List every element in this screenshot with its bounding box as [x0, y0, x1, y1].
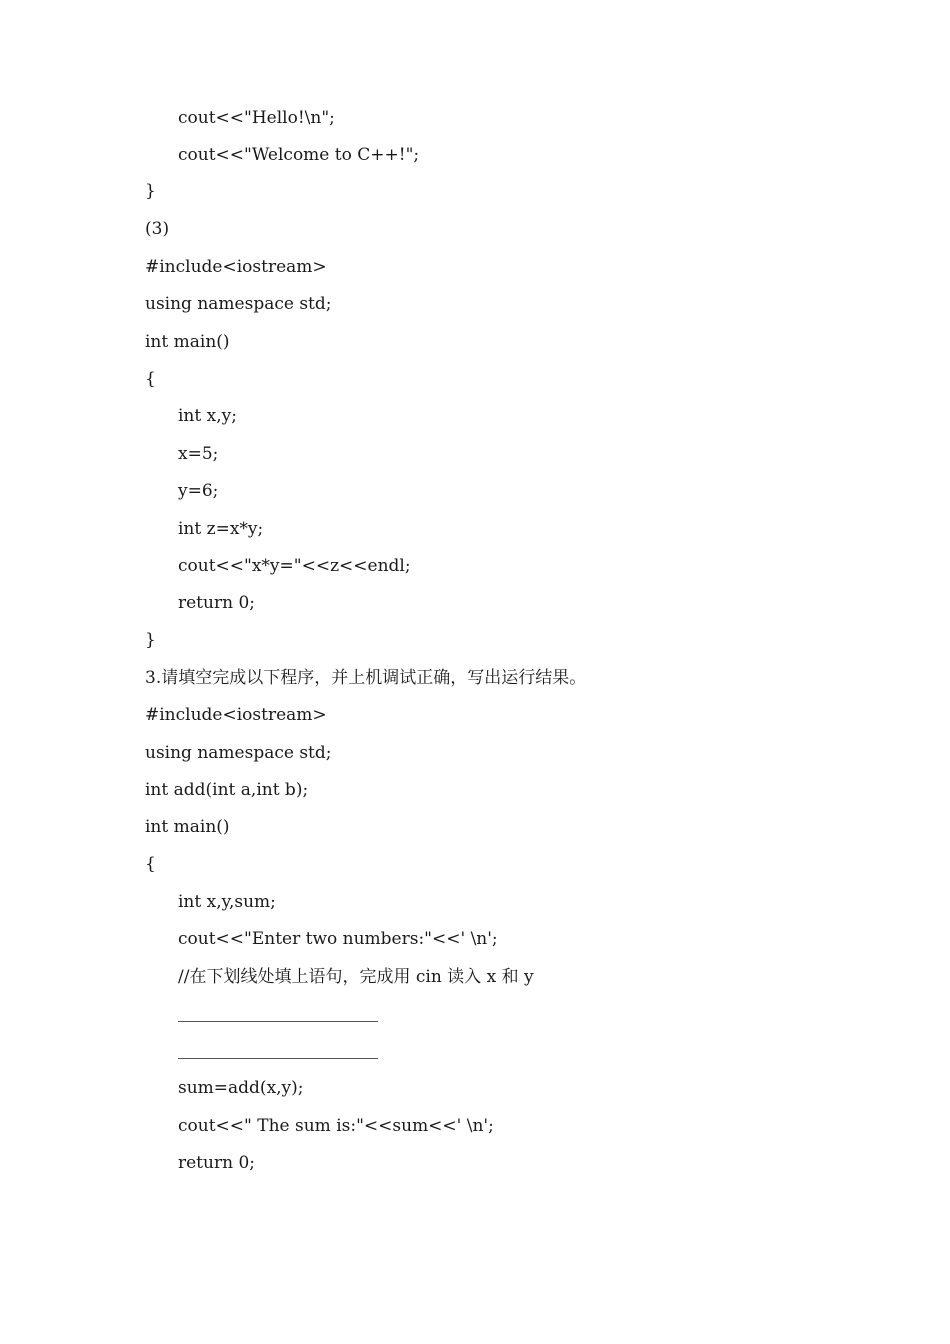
code-line: using namespace std;	[145, 294, 332, 314]
code-line: y=6;	[178, 481, 219, 501]
code-line: }	[145, 181, 156, 201]
code-comment: //在下划线处填上语句，完成用 cin 读入 x 和 y	[178, 967, 534, 987]
code-line: int main()	[145, 332, 230, 352]
section-number: (3)	[145, 219, 170, 239]
code-line: cout<<"Hello!\n";	[178, 108, 335, 128]
code-line: cout<<"x*y="<<z<<endl;	[178, 556, 411, 576]
code-line: cout<<" The sum is:"<<sum<<' \n';	[178, 1116, 494, 1136]
code-line: int main()	[145, 817, 230, 837]
code-line: cout<<"Enter two numbers:"<<' \n';	[178, 929, 498, 949]
code-line: using namespace std;	[145, 743, 332, 763]
fill-in-blank	[178, 1058, 378, 1059]
code-line: }	[145, 630, 156, 650]
code-line: int x,y,sum;	[178, 892, 276, 912]
code-line: sum=add(x,y);	[178, 1078, 304, 1098]
code-line: return 0;	[178, 1153, 255, 1173]
code-line: #include<iostream>	[145, 257, 327, 277]
code-line: {	[145, 854, 156, 874]
code-line: int add(int a,int b);	[145, 780, 309, 800]
code-line: #include<iostream>	[145, 705, 327, 725]
code-line: cout<<"Welcome to C++!";	[178, 145, 420, 165]
code-line: int x,y;	[178, 406, 237, 426]
code-line: x=5;	[178, 444, 219, 464]
code-line: int z=x*y;	[178, 519, 264, 539]
question-heading: 3.请填空完成以下程序，并上机调试正确，写出运行结果。	[145, 668, 587, 688]
fill-in-blank	[178, 1021, 378, 1022]
code-line: return 0;	[178, 593, 255, 613]
code-line: {	[145, 369, 156, 389]
